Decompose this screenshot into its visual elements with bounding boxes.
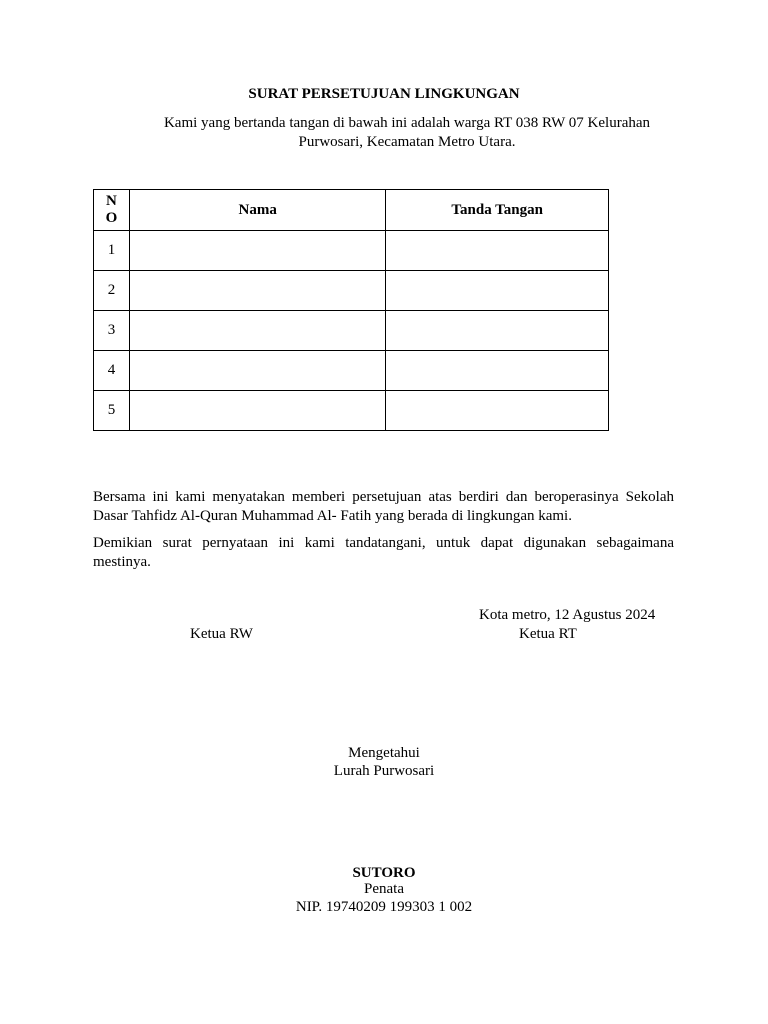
mengetahui-label: Mengetahui — [348, 745, 420, 761]
row-nama — [129, 311, 385, 351]
row-number: 1 — [94, 231, 130, 271]
lurah-name: SUTORO — [352, 865, 416, 881]
header-nama: Nama — [129, 190, 385, 231]
row-number: 4 — [94, 351, 130, 391]
table-row — [94, 271, 609, 311]
ketua-rw-label: Ketua RW — [190, 626, 253, 642]
header-no-line2: O — [105, 210, 118, 226]
table-row — [94, 351, 609, 391]
lurah-rank: Penata — [364, 881, 404, 897]
row-nama — [129, 271, 385, 311]
row-nama — [129, 231, 385, 271]
row-tanda-tangan — [386, 351, 609, 391]
lurah-title: Lurah Purwosari — [333, 763, 435, 779]
row-tanda-tangan — [386, 271, 609, 311]
table-header-row — [94, 190, 609, 231]
header-tanda-tangan: Tanda Tangan — [386, 190, 609, 231]
lurah-nip: NIP. 19740209 199303 1 002 — [295, 899, 473, 915]
row-tanda-tangan — [386, 311, 609, 351]
row-nama — [129, 391, 385, 431]
header-no — [94, 190, 130, 231]
intro-paragraph: Kami yang bertanda tangan di bawah ini adalah warga RT 038 RW 07 Kelurahan Purwosari, Kecamatan Metro Utara. — [163, 115, 651, 150]
header-no-line1: N — [106, 193, 117, 209]
table-row — [94, 311, 609, 351]
closing-paragraph: Demikian surat pernyataan ini kami tandatangani, untuk dapat digunakan sebagaimana mestinya. — [93, 535, 674, 570]
row-nama — [129, 351, 385, 391]
place-date: Kota metro, 12 Agustus 2024 — [479, 607, 656, 623]
row-tanda-tangan — [386, 391, 609, 431]
table-row — [94, 231, 609, 271]
signature-table — [93, 189, 609, 431]
ketua-rt-label: Ketua RT — [519, 626, 577, 642]
table-row — [94, 391, 609, 431]
row-number: 3 — [94, 311, 130, 351]
row-number: 5 — [94, 391, 130, 431]
approval-paragraph: Bersama ini kami menyatakan memberi persetujuan atas berdiri dan beroperasinya Sekolah Dasar Tahfidz Al-Quran Muhammad Al- Fatih yang berada di lingkungan kami. — [93, 489, 674, 524]
row-tanda-tangan — [386, 231, 609, 271]
row-number: 2 — [94, 271, 130, 311]
document-title: SURAT PERSETUJUAN LINGKUNGAN — [248, 86, 520, 102]
